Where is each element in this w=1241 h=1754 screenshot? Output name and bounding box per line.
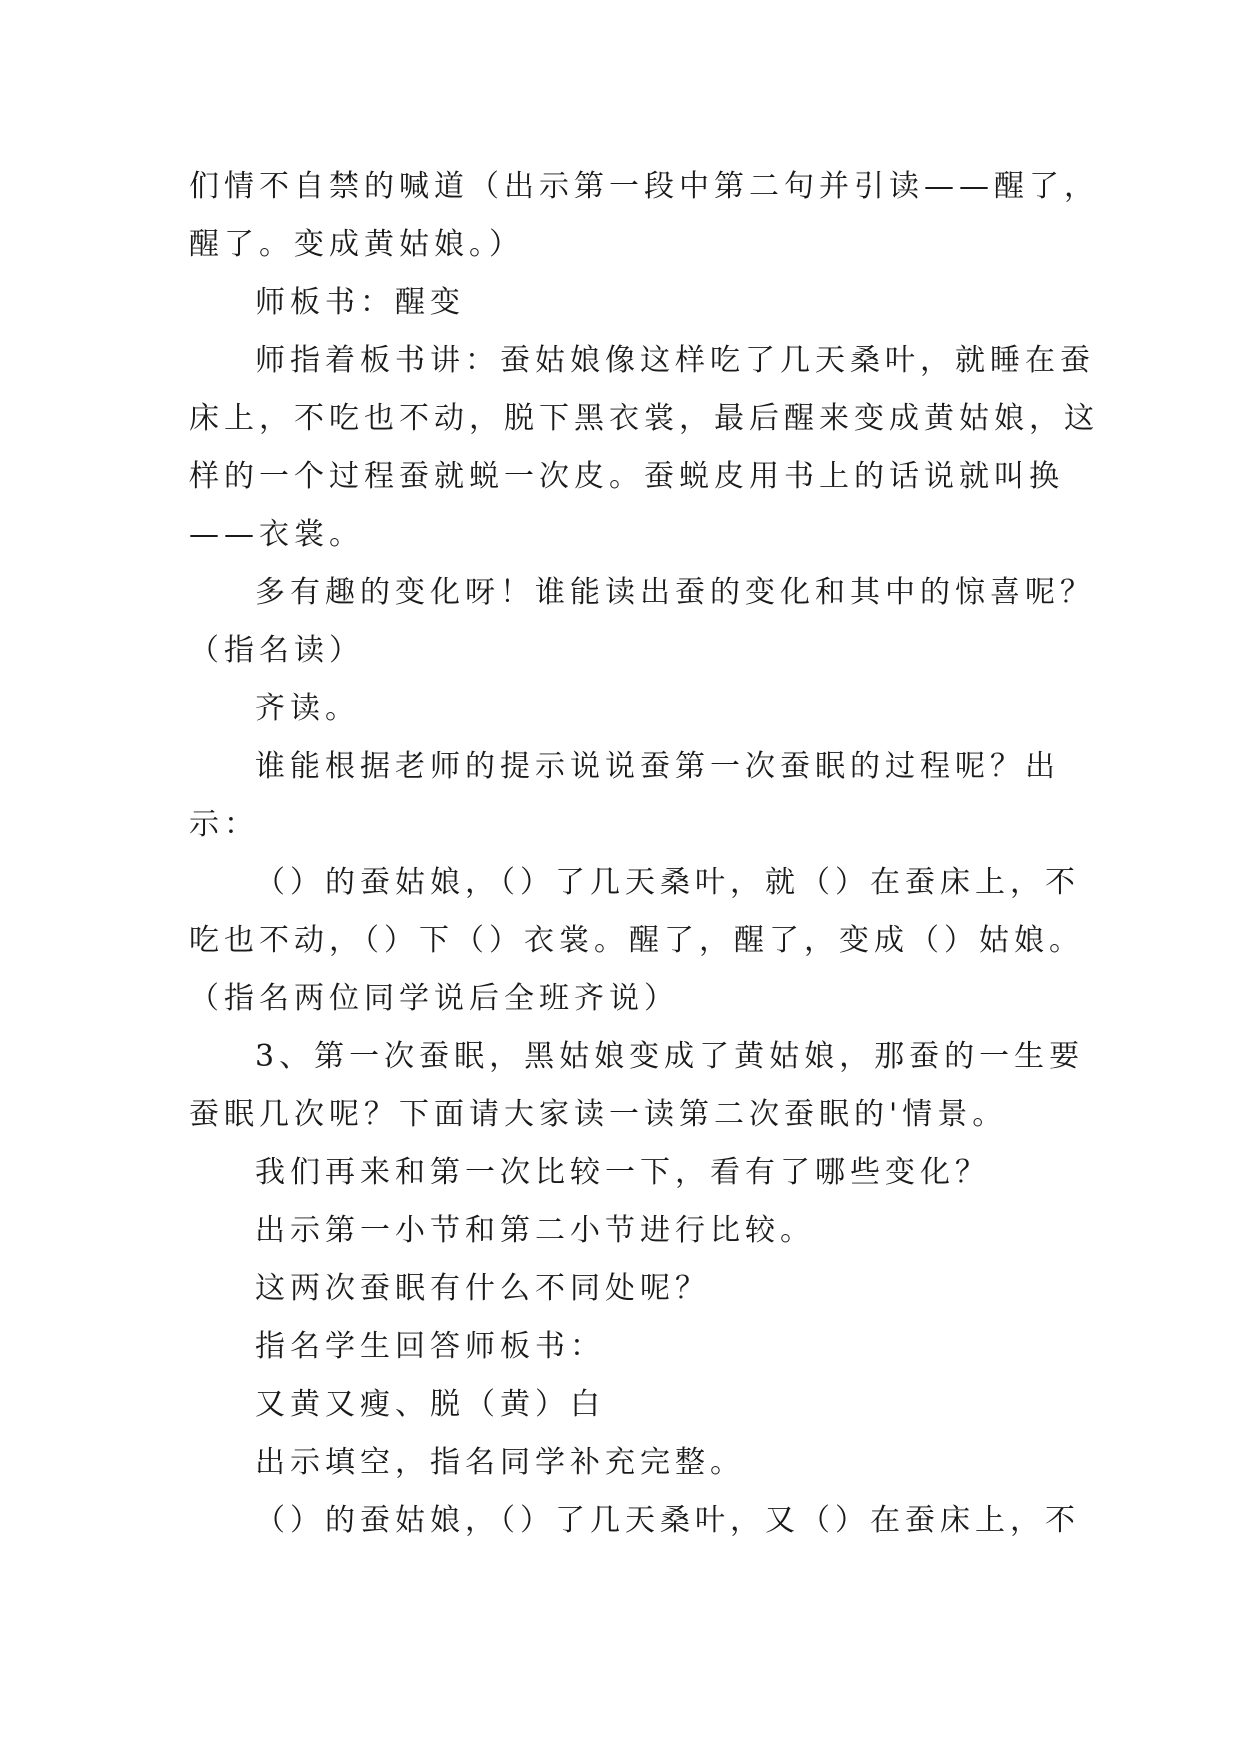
text-line: 师板书：醒变	[255, 285, 465, 320]
text-line: 谁能根据老师的提示说说蚕第一次蚕眠的过程呢？出	[255, 749, 1060, 784]
text-line: 吃也不动，（）下（）衣裳。醒了，醒了，变成（）姑娘。	[189, 923, 1084, 958]
text-line: ——衣裳。	[189, 517, 364, 552]
text-line: 醒了。变成黄姑娘。）	[189, 227, 524, 262]
text-line: 我们再来和第一次比较一下，看有了哪些变化？	[255, 1155, 990, 1190]
text-line: 3、第一次蚕眠，黑姑娘变成了黄姑娘，那蚕的一生要	[255, 1039, 1085, 1074]
text-line: （）的蚕姑娘，（）了几天桑叶，就（）在蚕床上，不	[255, 865, 1080, 900]
text-line: 示：	[189, 807, 259, 842]
text-line: 这两次蚕眠有什么不同处呢？	[255, 1271, 710, 1306]
document-body	[189, 158, 1099, 1550]
text-line: 齐读。	[255, 691, 360, 726]
text-line: 指名学生回答师板书：	[255, 1329, 605, 1364]
text-line: 又黄又瘦、脱（黄）白	[255, 1387, 605, 1422]
text-line: 床上，不吃也不动，脱下黑衣裳，最后醒来变成黄姑娘，这	[189, 401, 1099, 436]
text-line: 们情不自禁的喊道（出示第一段中第二句并引读——醒了，	[189, 169, 1099, 204]
text-line: （）的蚕姑娘，（）了几天桑叶，又（）在蚕床上，不	[255, 1503, 1080, 1538]
text-line: （指名两位同学说后全班齐说）	[189, 981, 679, 1016]
text-line: 出示第一小节和第二小节进行比较。	[255, 1213, 815, 1248]
text-line: 出示填空，指名同学补充完整。	[255, 1445, 745, 1480]
text-line: （指名读）	[189, 633, 364, 668]
text-line: 师指着板书讲：蚕姑娘像这样吃了几天桑叶，就睡在蚕	[255, 343, 1095, 378]
text-line: 样的一个过程蚕就蜕一次皮。蚕蜕皮用书上的话说就叫换	[189, 459, 1064, 494]
text-line: 多有趣的变化呀！谁能读出蚕的变化和其中的惊喜呢？	[255, 575, 1095, 610]
text-line: 蚕眠几次呢？下面请大家读一读第二次蚕眠的'情景。	[189, 1097, 1008, 1132]
